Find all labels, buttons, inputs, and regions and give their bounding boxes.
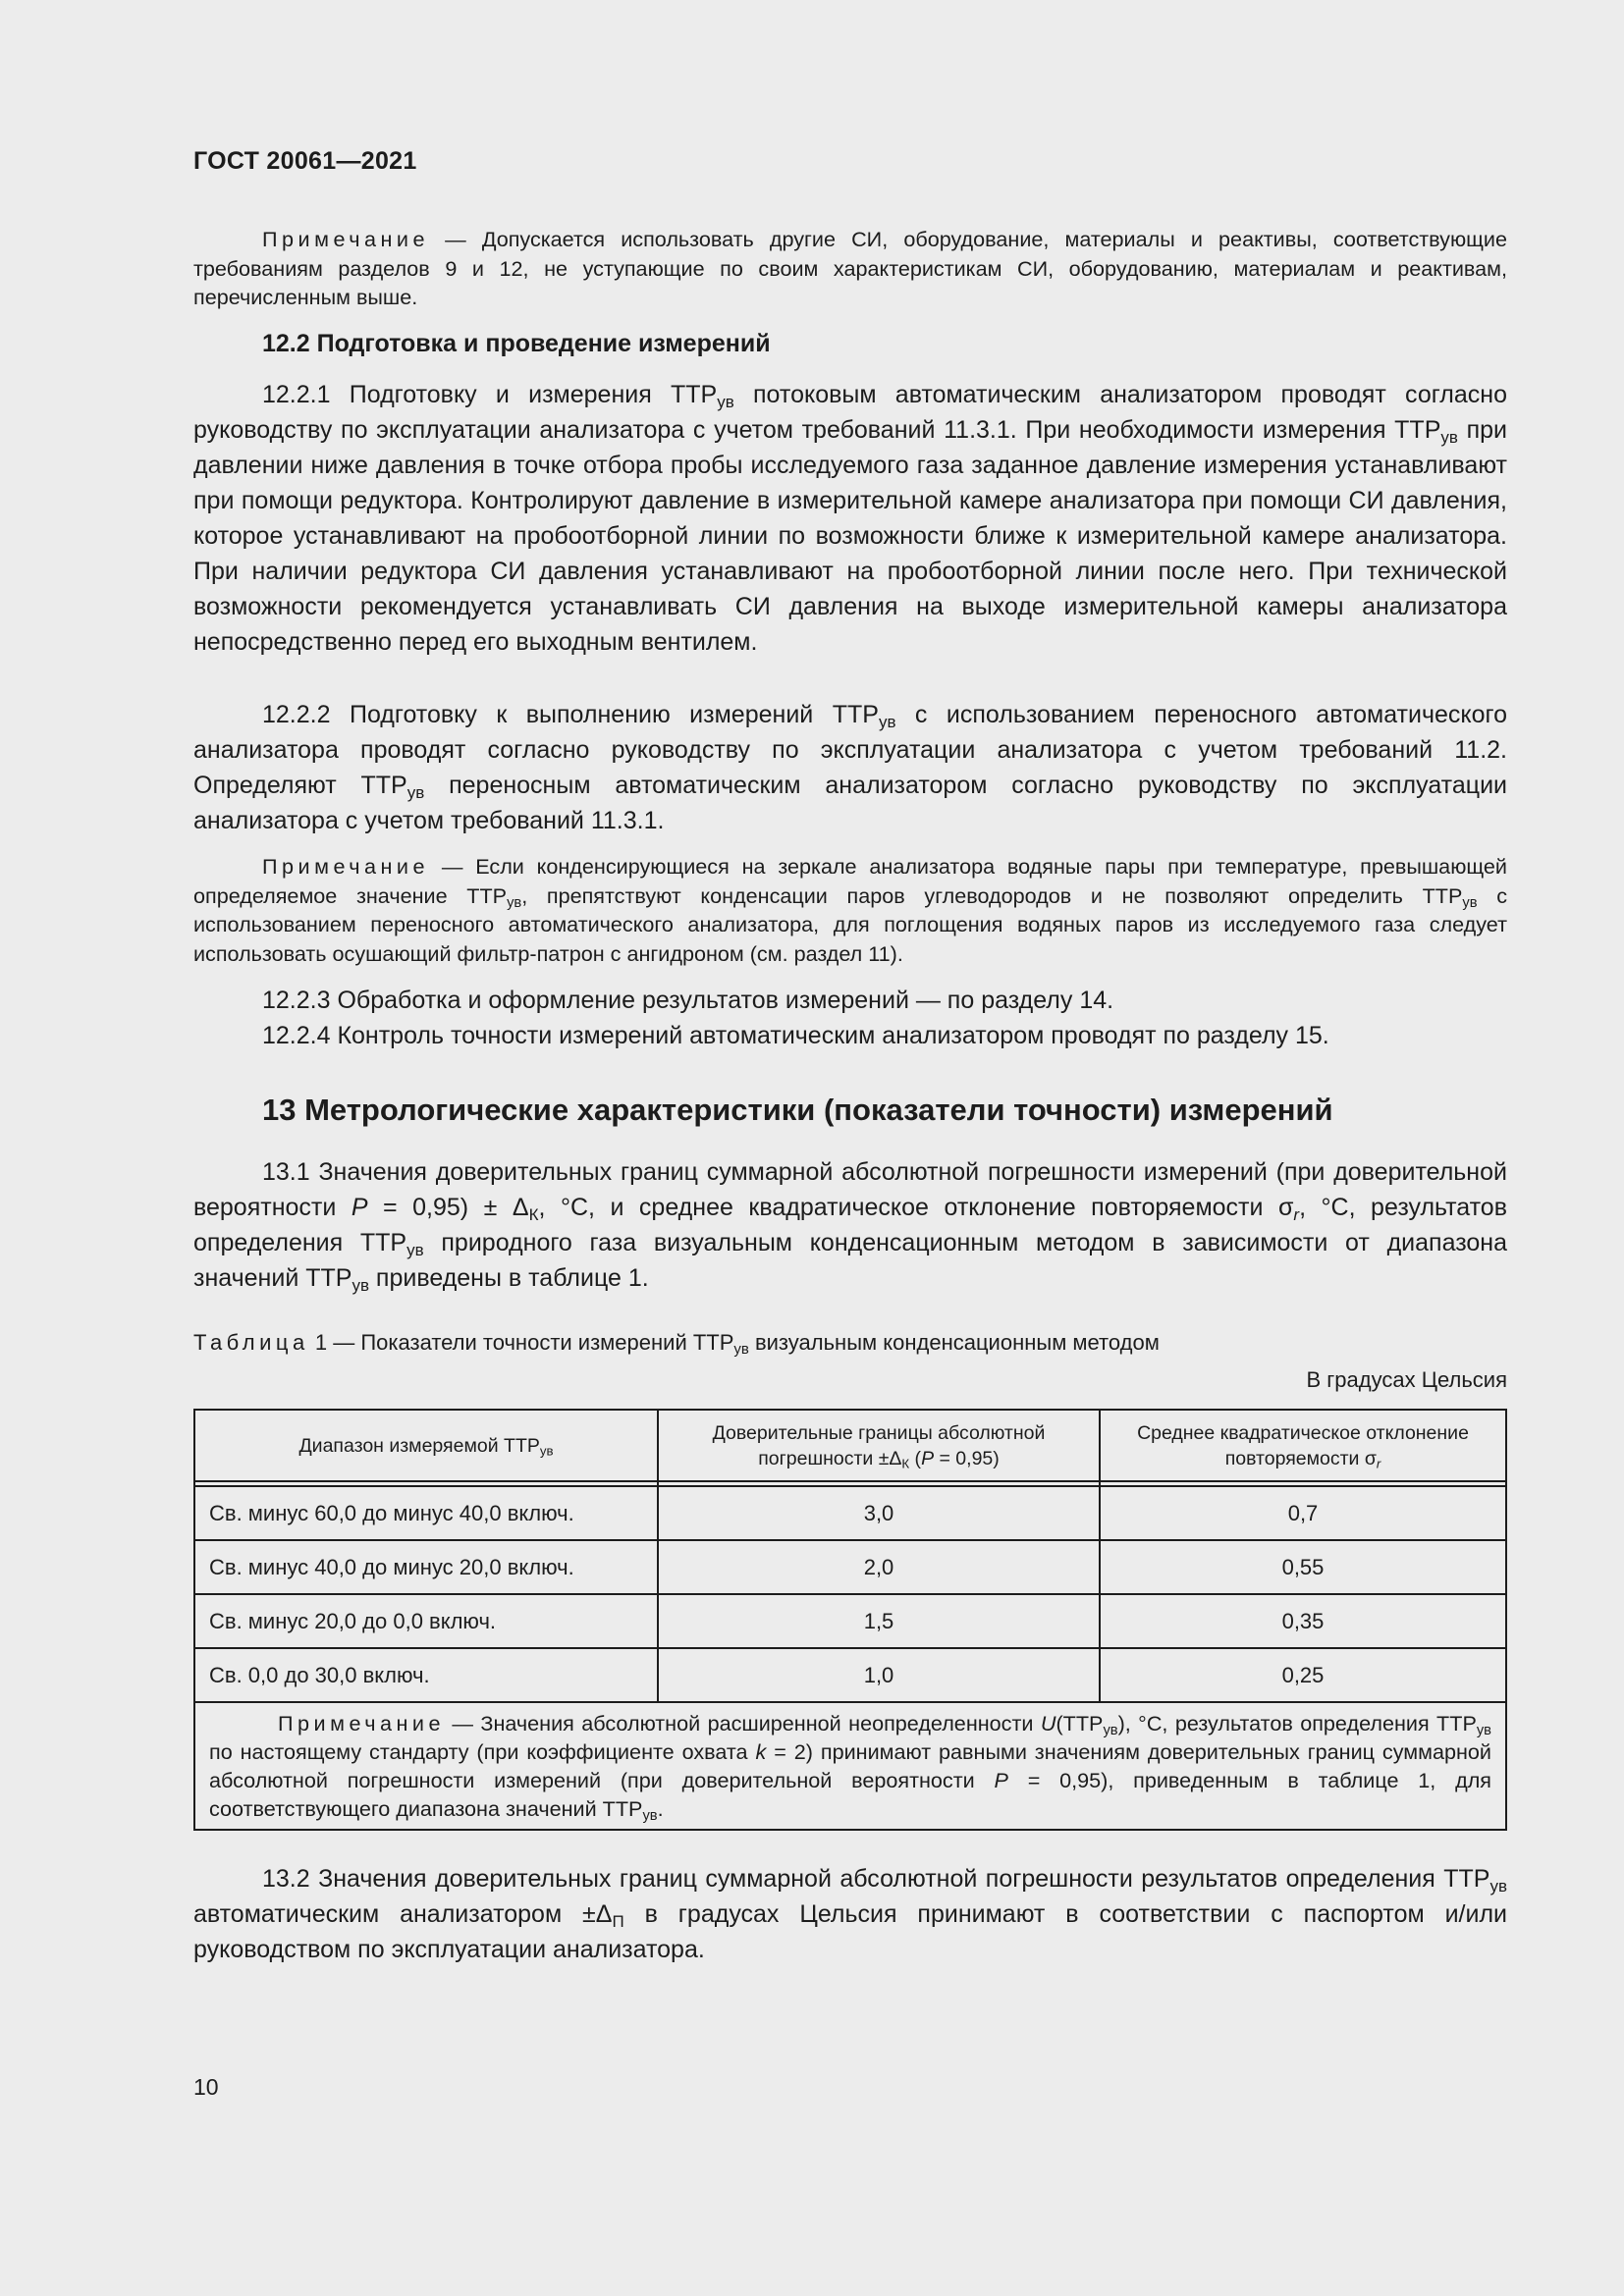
cell-range: Св. 0,0 до 30,0 включ.: [194, 1648, 658, 1702]
cell-delta: 1,5: [658, 1594, 1100, 1648]
table-header-row: [194, 1410, 1506, 1481]
document-header: ГОСТ 20061—2021: [193, 147, 417, 175]
cell-sigma: 0,7: [1100, 1486, 1506, 1540]
table-row: [194, 1540, 1506, 1594]
table-units: В градусах Цельсия: [1306, 1367, 1507, 1392]
paragraph-13-1: 13.1 Значения доверительных границ суммарной абсолютной погрешности измерений (при доверительной вероятности $P = 0,95) \pm \Delta_К$, °С, и среднее квадратическое отклонение повторяемости $\sigma_r$, °С, результатов определения $ТТР_{ув}$ природного газа визуальным конденсационным методом в зависимости от диапазона значений $ТТР_{ув}$ приведены в таблице 1.: [193, 1158, 1508, 1295]
table-row: [194, 1594, 1506, 1648]
table-note: Примечание — Значения абсолютной расширенной неопределенности $U(ТТР_{ув})$, °С, результатов определения $ТТР_{ув}$ по настоящему стандарту (при коэффициенте охвата k = 2) принимают равными значениям доверительных границ суммарной абсолютной погрешности измерений (при доверительной вероятности P = 0,95), приведенным в таблице 1, для соответствующего диапазона значений $ТТР_{ув}$.: [194, 1702, 1506, 1830]
paragraph-12-2-2: 12.2.2 Подготовку к выполнению измерений $ТТР_{ув}$ с использованием переносного автоматического анализатора проводят согласно руководству по эксплуатации анализатора с учетом требований 11.2. Определяют $ТТР_{ув}$ переносным автоматическим анализатором согласно руководству по эксплуатации анализатора с учетом требований 11.3.1.: [193, 701, 1507, 834]
cell-delta: 1,0: [658, 1648, 1100, 1702]
page-number: 10: [193, 2074, 219, 2100]
cell-range: Св. минус 40,0 до минус 20,0 включ.: [194, 1540, 658, 1594]
table-row: [194, 1486, 1506, 1540]
cell-delta: 3,0: [658, 1486, 1100, 1540]
header-delta: Доверительные границы абсолютной погрешности $\pm\Delta_К$ (P = 0,95): [658, 1410, 1100, 1481]
note-paragraph: Примечание — Допускается использовать другие СИ, оборудование, материалы и реактивы, соответствующие требованиям разделов 9 и 12, не уступающие по своим характеристикам СИ, оборудованию, материалам и реактивам, перечисленным выше.: [193, 227, 1507, 309]
note-paragraph-2: Примечание — Если конденсирующиеся на зеркале анализатора водяные пары при температуре, превышающей определяемое значение $ТТР_{ув}$, препятствуют конденсации паров углеводородов и не позволяют определить $ТТР_{ув}$ с использованием переносного автоматического анализатора, для поглощения водяных паров из исследуемого газа следует использовать осушающий фильтр-патрон с ангидроном (см. раздел 11).: [193, 854, 1507, 966]
cell-range: Св. минус 60,0 до минус 40,0 включ.: [194, 1486, 658, 1540]
table-note-row: [194, 1702, 1506, 1830]
note-label: Примечание: [262, 854, 429, 879]
paragraph-12-2-4: 12.2.4 Контроль точности измерений автоматическим анализатором проводят по разделу 15.: [262, 1022, 1329, 1049]
subsection-title-12-2: 12.2 Подготовка и проведение измерений: [262, 330, 771, 357]
cell-sigma: 0,25: [1100, 1648, 1506, 1702]
paragraph-12-2-3: 12.2.3 Обработка и оформление результатов измерений — по разделу 14.: [262, 987, 1114, 1014]
note-label: Примечание: [262, 227, 429, 251]
header-range: Диапазон измеряемой $ТТР_{ув}$: [194, 1410, 658, 1481]
table-caption: Таблица 1 — Показатели точности измерений $ТТР_{ув}$ визуальным конденсационным методом: [193, 1330, 1160, 1359]
paragraph-13-2: 13.2 Значения доверительных границ суммарной абсолютной погрешности результатов определения $ТТР_{ув}$ автоматическим анализатором $\pm\Delta_П$ в градусах Цельсия принимают в соответствии с паспортом и/или руководством по эксплуатации анализатора.: [193, 1865, 1507, 1963]
paragraph-12-2-1: 12.2.1 Подготовку и измерения $ТТР_{ув}$ потоковым автоматическим анализатором проводят согласно руководству по эксплуатации анализатора с учетом требований 11.3.1. При необходимости измерения $ТТР_{ув}$ при давлении ниже давления в точке отбора пробы исследуемого газа заданное давление измерения устанавливают при помощи редуктора. Контролируют давление в измерительной камере анализатора при помощи СИ давления, которое устанавливают на пробоотборной линии по возможности ближе к измерительной камере анализатора. При наличии редуктора СИ давления устанавливают на пробоотборной линии после него. При технической возможности рекомендуется устанавливать СИ давления на выходе измерительной камеры анализатора непосредственно перед его выходным вентилем.: [193, 381, 1507, 656]
cell-delta: 2,0: [658, 1540, 1100, 1594]
accuracy-table: [193, 1409, 1507, 1831]
section-title-13: 13 Метрологические характеристики (показатели точности) измерений: [262, 1093, 1333, 1127]
cell-range: Св. минус 20,0 до 0,0 включ.: [194, 1594, 658, 1648]
cell-sigma: 0,35: [1100, 1594, 1506, 1648]
cell-sigma: 0,55: [1100, 1540, 1506, 1594]
table-row: [194, 1648, 1506, 1702]
header-sigma: Среднее квадратическое отклонение повторяемости $\sigma_r$: [1100, 1410, 1506, 1481]
